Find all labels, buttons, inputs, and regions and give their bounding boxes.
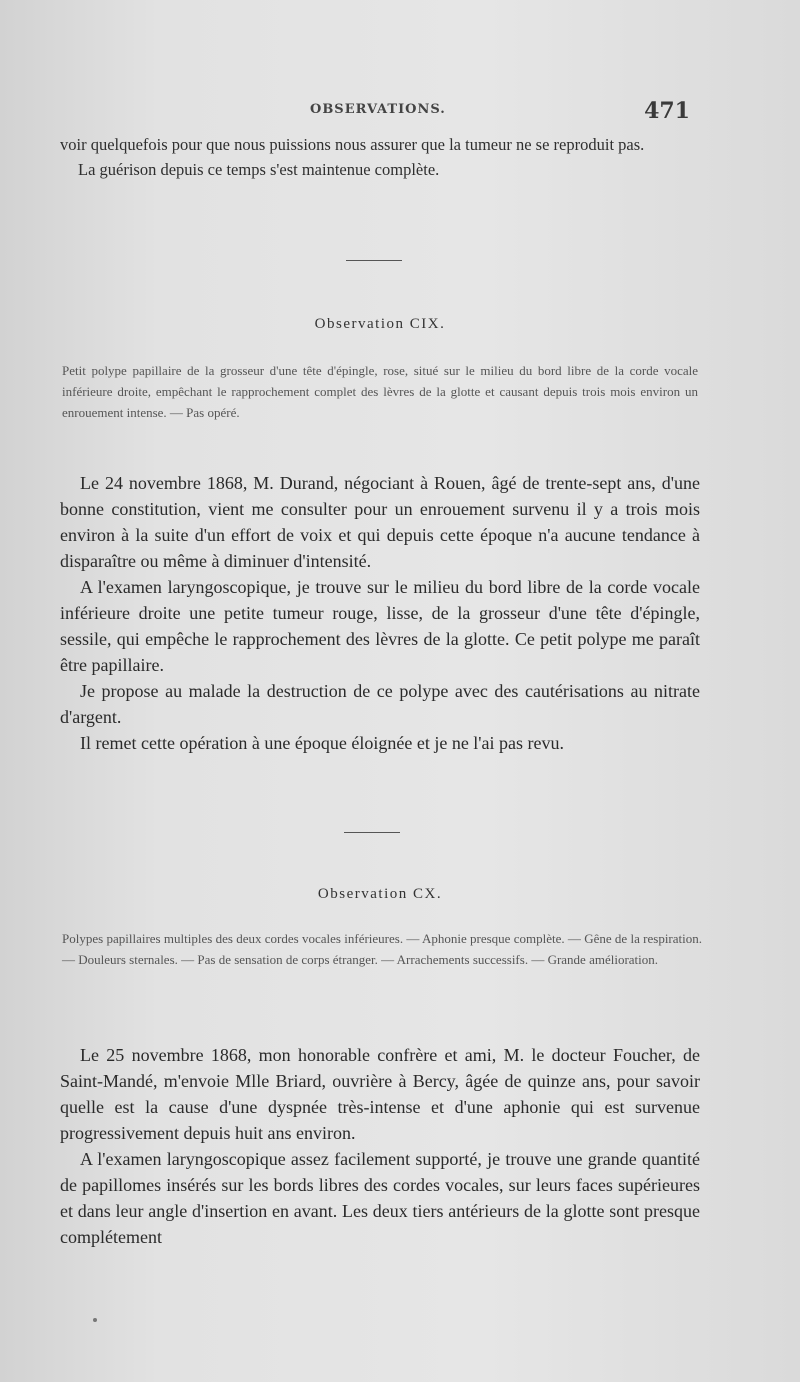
section-divider: [346, 260, 402, 261]
observation-title: Observation CIX.: [314, 316, 446, 332]
continuation-paragraph: voir quelquefois pour que nous puissions nous assurer que la tumeur ne se reproduit pas.: [60, 135, 645, 154]
summary-text: Polypes papillaires multiples des deux cordes vocales inférieures. — Aphonie presque complète. — Gêne de la respiration. — Douleurs sternales. — Pas de sensation de corps étranger. — Arrachements successifs. — Grande amélioration.: [62, 931, 702, 967]
observation-summary: [62, 928, 702, 970]
observation-summary: [62, 360, 698, 423]
page-header: [60, 98, 700, 128]
observation-body: [60, 1042, 700, 1250]
page-speck: [93, 1318, 97, 1322]
body-paragraph: Je propose au malade la destruction de ce polype avec des cautérisations au nitrate d'argent.: [60, 681, 700, 727]
running-head: OBSERVATIONS.: [310, 102, 446, 117]
body-paragraph: Le 25 novembre 1868, mon honorable confrère et ami, M. le docteur Foucher, de Saint-Mandé, m'envoie Mlle Briard, ouvrière à Bercy, âgée de quinze ans, pour savoir quelle est la cause d'une dyspnée très-intense et d'une aphonie qui est survenue progressivement depuis huit ans environ.: [60, 1045, 700, 1143]
observation-title: Observation CX.: [317, 886, 443, 902]
section-divider: [344, 832, 400, 833]
summary-text: Petit polype papillaire de la grosseur d'une tête d'épingle, rose, situé sur le milieu du bord libre de la corde vocale inférieure droite, empêchant le rapprochement complet des lèvres de la glotte et causant depuis trois mois environ un enrouement intense. — Pas opéré.: [62, 363, 698, 420]
body-paragraph: Il remet cette opération à une époque éloignée et je ne l'ai pas revu.: [80, 733, 565, 753]
continuation-text: [60, 132, 700, 182]
body-paragraph: Le 24 novembre 1868, M. Durand, négociant à Rouen, âgé de trente-sept ans, d'une bonne constitution, vient me consulter pour un enrouement survenu il y a trois mois environ à la suite d'un effort de voix et qui depuis cette époque n'a aucune tendance à disparaître ou même à diminuer d'intensité.: [60, 473, 700, 571]
observation-body: [60, 470, 700, 756]
page-number: 471: [644, 98, 690, 124]
continuation-paragraph: La guérison depuis ce temps s'est maintenue complète.: [78, 160, 440, 179]
body-paragraph: A l'examen laryngoscopique assez facilement supporté, je trouve une grande quantité de papillomes insérés sur les bords libres des cordes vocales, sur leurs faces supérieures et dans leur angle d'insertion en avant. Les deux tiers antérieurs de la glotte sont presque complétement: [60, 1149, 700, 1247]
body-paragraph: A l'examen laryngoscopique, je trouve sur le milieu du bord libre de la corde vocale inférieure droite une petite tumeur rouge, lisse, de la grosseur d'une tête d'épingle, sessile, qui empêche le rapprochement des lèvres de la glotte. Ce petit polype me paraît être papillaire.: [60, 577, 700, 675]
